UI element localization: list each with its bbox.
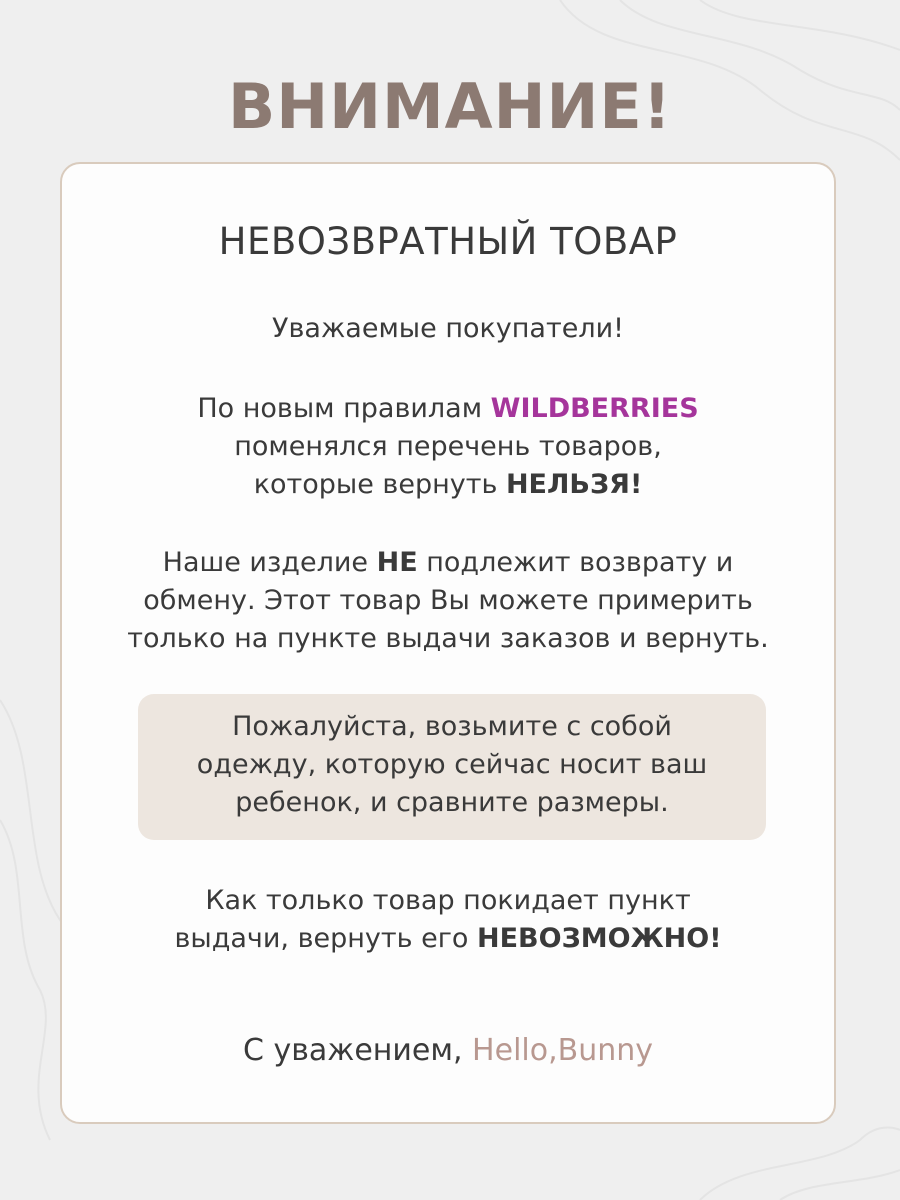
not-emphasis: НЕ	[376, 547, 418, 578]
product-line-1	[62, 544, 834, 582]
rules-line-3-text: которые вернуть	[253, 469, 506, 500]
product-line-3: только на пункте выдачи заказов и вернуть.	[127, 623, 769, 654]
note-line-1: Пожалуйста, возьмите с собой	[232, 711, 672, 742]
product-paragraph	[62, 544, 834, 658]
card-title: НЕВОЗВРАТНЫЙ ТОВАР	[218, 220, 678, 263]
impossible-emphasis: НЕВОЗМОЖНО!	[477, 923, 722, 954]
rules-line-2: поменялся перечень товаров,	[234, 431, 662, 462]
greeting-text: Уважаемые покупатели!	[272, 313, 624, 344]
sizing-note-text	[138, 708, 766, 822]
sizing-note-box	[138, 694, 766, 840]
product-line-1-pre: Наше изделие	[162, 547, 377, 578]
note-line-3: ребенок, и сравните размеры.	[235, 787, 669, 818]
rules-paragraph	[62, 390, 834, 504]
brand-name: Hello,Bunny	[472, 1033, 653, 1068]
rules-line-3	[62, 466, 834, 504]
note-line-2: одежду, которую сейчас носит ваш	[196, 749, 708, 780]
forbidden-emphasis: НЕЛЬЗЯ!	[505, 469, 643, 500]
leave-line-2-text: выдачи, вернуть его	[174, 923, 478, 954]
leave-paragraph	[62, 882, 834, 958]
notice-card	[60, 162, 836, 1124]
rules-line-1	[62, 390, 834, 428]
product-line-2: обмену. Этот товар Вы можете примерить	[143, 585, 753, 616]
product-line-1-post: подлежит возврату и	[417, 547, 734, 578]
leave-line-2	[62, 920, 834, 958]
leave-line-1: Как только товар покидает пункт	[205, 885, 691, 916]
signoff-text: С уважением,	[242, 1033, 473, 1068]
attention-headline: ВНИМАНИЕ!	[227, 70, 673, 143]
rules-line-1-text: По новым правилам	[197, 393, 491, 424]
signoff	[62, 1032, 834, 1070]
wildberries-brand: WILDBERRIES	[490, 393, 699, 424]
